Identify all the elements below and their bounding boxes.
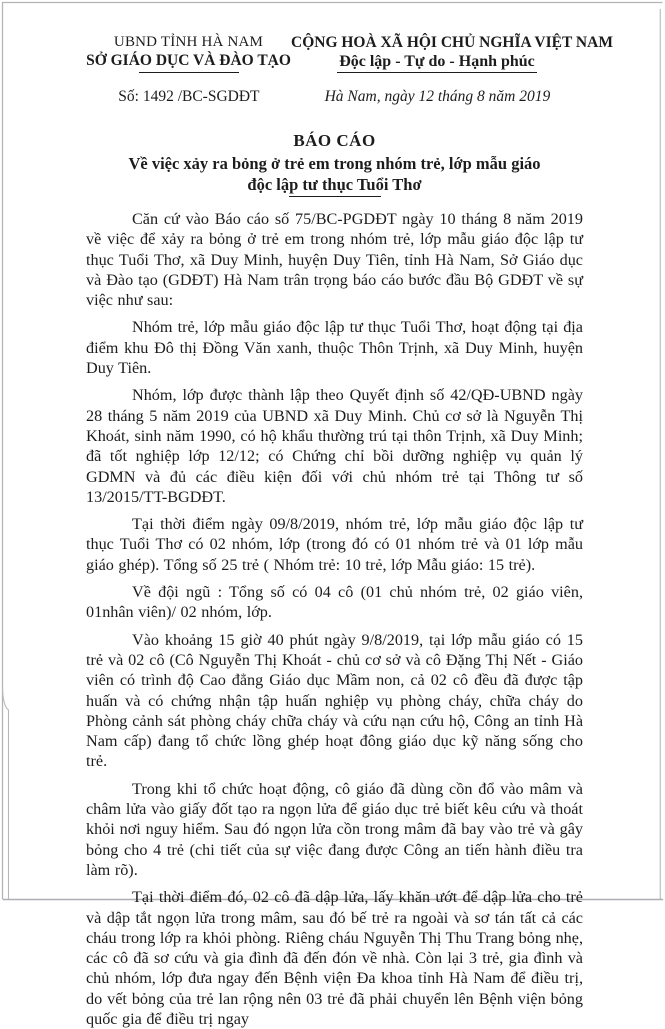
number-date-row bbox=[86, 88, 583, 106]
body-paragraph: Nhóm, lớp được thành lập theo Quyết định số 42/QĐ-UBND ngày 28 tháng 5 năm 2019 của UBND xã Duy Minh. Chủ cơ sở là Nguyễn Thị Khoát, sinh năm 1990, có hộ khẩu thường trú tại thôn Trịnh, xã Duy Minh; đã tốt nghiệp lớp 12/12; có Chứng chỉ bồi dưỡng nghiệp vụ quản lý GDMN và đủ các điều kiện đối với chủ nhóm trẻ tại Thông tư số 13/2015/TT-BGDĐT. bbox=[86, 386, 583, 506]
body-paragraph: Về đội ngũ : Tổng số có 04 cô (01 chủ nhóm trẻ, 02 giáo viên, 01nhân viên)/ 02 nhóm, lớp. bbox=[86, 583, 583, 622]
national-motto: Độc lập - Tự do - Hạnh phúc bbox=[291, 53, 583, 73]
national-header-block bbox=[291, 34, 613, 73]
document-number: Số: 1492 /BC-SGDĐT bbox=[118, 88, 260, 105]
document-subtitle-line2: độc lập tư thục Tuổi Thơ bbox=[86, 174, 583, 198]
document-subtitle-line1: Về việc xảy ra bỏng ở trẻ em trong nhóm trẻ, lớp mẫu giáo bbox=[128, 154, 541, 173]
body-paragraph: Nhóm trẻ, lớp mẫu giáo độc lập tư thục Tuổi Thơ, hoạt động tại địa điểm khu Đô thị Đồng Văn xanh, thuộc Thôn Trịnh, xã Duy Minh, huyện Duy Tiên. bbox=[86, 318, 583, 378]
national-title: CỘNG HOÀ XÃ HỘI CHỦ NGHĨA VIỆT NAM bbox=[291, 34, 613, 51]
document-title-block bbox=[86, 131, 583, 198]
document-body bbox=[86, 209, 583, 1029]
body-paragraph: Căn cứ vào Báo cáo số 75/BC-PGDĐT ngày 10 tháng 8 năm 2019 về việc để xảy ra bỏng ở trẻ em trong nhóm trẻ, lớp mẫu giáo độc lập tư thục Tuổi Thơ, xã Duy Minh, huyện Duy Tiên, tỉnh Hà Nam, Sở Giáo dục và Đào tạo (GDĐT) Hà Nam trân trọng báo cáo bước đầu Bộ GDĐT về sự việc như sau: bbox=[86, 210, 583, 310]
body-paragraph: Vào khoảng 15 giờ 40 phút ngày 9/8/2019, tại lớp mẫu giáo có 15 trẻ và 02 cô (Cô Nguyễn Thị Khoát - chủ cơ sở và cô Đặng Thị Nết - Giáo viên có trình độ Cao đẳng Giáo dục Mầm non, cả 02 cô đều đã được tập huấn và có chứng nhận tập huấn nghiệp vụ phòng cháy, chữa cháy do Phòng cảnh sát phòng cháy chữa cháy và cứu nạn cứu hộ, Công an tỉnh Hà Nam cấp) đang tổ chức lồng ghép hoạt đông giáo dục kỹ năng sống cho trẻ. bbox=[86, 630, 583, 771]
body-paragraph: Tại thời điểm đó, 02 cô đã dập lửa, lấy khăn ướt để dập lửa cho trẻ và dập tắt ngọn lửa trong mâm, sau đó bế trẻ ra ngoài và sơ tán tất cả các cháu trong lớp ra khỏi phòng. Riêng cháu Nguyễn Thị Thu Trang bỏng nhẹ, các cô đã sơ cứu và gia đình đã đến đón về nhà. Còn lại 3 trẻ, gia đình và chủ nhóm, lớp đưa ngay đến Bệnh viện Đa khoa tỉnh Hà Nam để điều trị, do vết bỏng của trẻ lan rộng nên 03 trẻ đã phải chuyển lên Bệnh viện bỏng quốc gia để điều trị ngay bbox=[86, 888, 583, 1028]
document-header bbox=[86, 34, 613, 73]
body-paragraph: Tại thời điểm ngày 09/8/2019, nhóm trẻ, lớp mẫu giáo độc lập tư thục Tuổi Thơ có 02 nhóm, lớp (trong đó có 01 nhóm trẻ và 01 lớp mẫu giáo ghép). Tổng số 25 trẻ ( Nhóm trẻ: 10 trẻ, lớp Mẫu giáo: 15 trẻ). bbox=[86, 515, 583, 574]
place-and-date: Hà Nam, ngày 12 tháng 8 năm 2019 bbox=[324, 88, 551, 105]
issuing-agency-block bbox=[86, 34, 291, 73]
issuer-name: SỞ GIÁO DỤC VÀ ĐÀO TẠO bbox=[86, 52, 291, 73]
issuer-parent-name: UBND TỈNH HÀ NAM bbox=[113, 34, 264, 50]
document-heading: BÁO CÁO bbox=[293, 131, 376, 150]
body-paragraph: Trong khi tổ chức hoạt động, cô giáo đã dùng cồn đổ vào mâm và châm lửa vào giấy đốt tạo ra ngọn lửa để giáo dục trẻ biết kêu cứu và thoát khỏi nơi nguy hiểm. Sau đó ngọn lửa cồn trong mâm đã bay vào trẻ và gây bỏng cho 4 trẻ (chi tiết của sự việc đang được Công an tiến hành điều tra làm rõ). bbox=[86, 779, 583, 879]
